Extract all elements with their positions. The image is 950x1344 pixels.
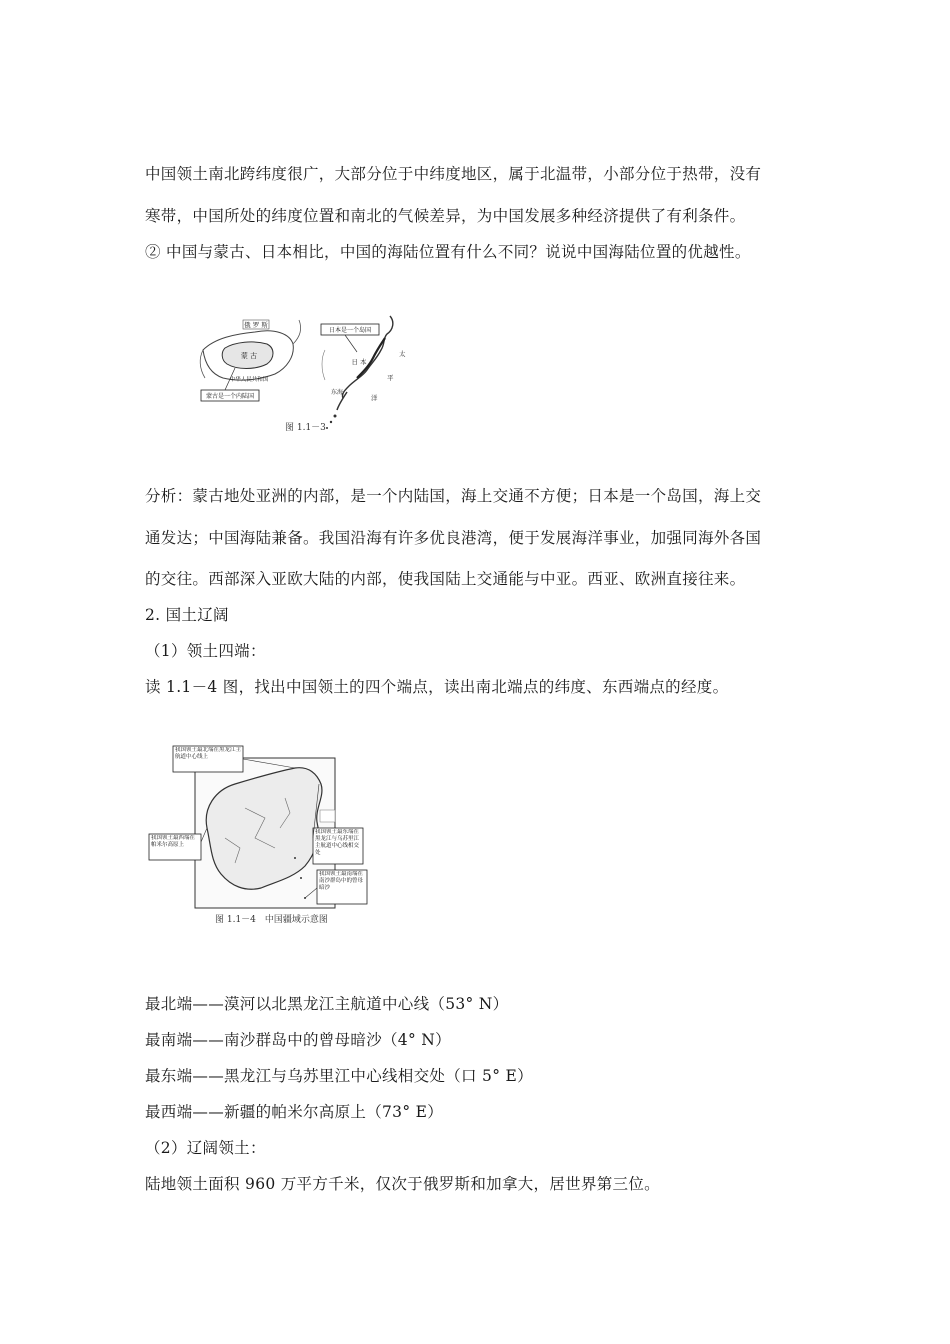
label-japan: 日 本 [351, 358, 367, 366]
figure-caption: 图 1.1－3 [285, 423, 326, 433]
subheading: （2）辽阔领土： [145, 1139, 266, 1157]
paragraph-line: 中国领土南北跨纬度很广，大部分位于中纬度地区，属于北温带，小部分位于热带，没有 [145, 165, 762, 183]
japan-map [321, 316, 406, 429]
subheading: （1）领土四端： [145, 642, 266, 660]
paragraph-line: 寒带，中国所处的纬度位置和南北的气候差异，为中国发展多种经济提供了有利条件。 [145, 207, 746, 225]
paragraph-line: 的交往。西部深入亚欧大陆的内部，使我国陆上交通能与中亚。西亚、欧洲直接往来。 [145, 570, 746, 588]
label-russia: 俄 罗 斯 [244, 321, 268, 329]
callout-south: 我国领土最南端在南沙群岛中的曾母暗沙 [319, 871, 364, 891]
figure-territory-svg [145, 738, 375, 926]
paragraph-line: 通发达；中国海陆兼备。我国沿海有许多优良港湾，便于发展海洋事业，加强同海外各国 [145, 529, 762, 547]
extreme-west: 最西端——新疆的帕米尔高原上（73° E） [145, 1103, 444, 1121]
label-pacific-tai: 太 [399, 350, 406, 358]
paragraph-line: 分析：蒙古地处亚洲的内部，是一个内陆国，海上交通不方便；日本是一个岛国，海上交 [145, 487, 762, 505]
label-east-sea: 东海 [331, 389, 344, 396]
label-mongolia: 蒙 古 [240, 352, 258, 360]
label-pacific-ping: 平 [387, 374, 394, 382]
extreme-east: 最东端——黑龙江与乌苏里江中心线相交处（口 5° E） [145, 1067, 533, 1085]
extreme-south: 最南端——南沙群岛中的曾母暗沙（4° N） [145, 1031, 451, 1049]
figure-sea-land-position [195, 308, 425, 433]
callout-japan-island: 日本是一个岛国 [328, 327, 372, 334]
label-china: 中华人民共和国 [229, 377, 269, 383]
figure-china-territory [145, 738, 375, 926]
question-text: ② 中国与蒙古、日本相比，中国的海陆位置有什么不同？说说中国海陆位置的优越性。 [145, 243, 751, 261]
label-pacific-yang: 洋 [371, 394, 378, 402]
figure-caption: 图 1.1－4 中国疆域示意图 [215, 915, 328, 925]
callout-east: 我国领土最东端在黑龙江与乌苏里江主航道中心线相交处 [315, 829, 360, 856]
callout-north: 我国领土最北端在黑龙江主航道中心线上 [175, 747, 241, 760]
figure-maps-svg [195, 308, 425, 433]
callout-west: 我国领土最西端在帕米尔高原上 [151, 835, 196, 848]
extreme-north: 最北端——漠河以北黑龙江主航道中心线（53° N） [145, 995, 509, 1013]
instruction-text: 读 1.1－4 图，找出中国领土的四个端点，读出南北端点的纬度、东西端点的经度。 [145, 678, 729, 696]
mongolia-map [200, 320, 300, 401]
callout-mongolia-inland: 蒙古是一个内陆国 [205, 393, 255, 400]
section-heading: 2. 国土辽阔 [145, 606, 229, 624]
paragraph-line: 陆地领土面积 960 万平方千米，仅次于俄罗斯和加拿大，居世界第三位。 [145, 1175, 660, 1193]
